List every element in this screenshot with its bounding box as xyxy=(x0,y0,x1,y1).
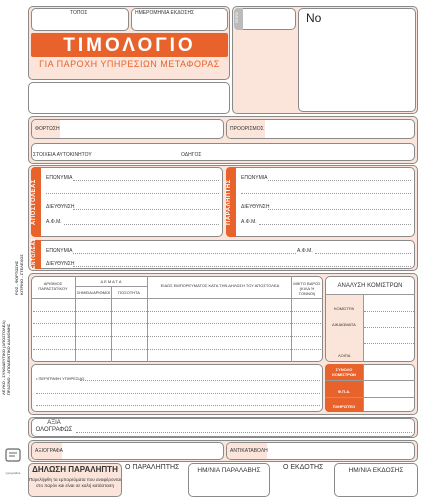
copy-pink-note: ΡΟΖ - ΦΟΡΤΩΣΗΣ xyxy=(14,260,19,295)
service-desc-line[interactable] xyxy=(36,393,320,394)
principal-afm-line[interactable] xyxy=(315,253,411,254)
total-fares-label: ΣΥΝΟΛΟ ΚΟΜΙΣΤΡΩΝ xyxy=(332,367,356,377)
fare-row-line[interactable] xyxy=(364,343,414,344)
issuer-signature-label: Ο ΕΚΔΟΤΗΣ xyxy=(283,464,324,471)
declaration-title: ΔΗΛΩΣΗ ΠΑΡΑΛΗΠΤΗ xyxy=(32,465,118,474)
series-label: ΣΕΙΡΑ xyxy=(234,12,239,24)
receiver-tab: ΠΑΡΑΛΗΠΤΗΣ xyxy=(226,167,236,237)
col-goods-header: ΕΙΔΟΣ ΕΜΠΟΡΕΥΜΑΤΟΣ ΚΑΤΑ ΤΗΝ ΔΗΛΩΣΗ ΤΟΥ ΑΠΟΣΤΟΛΕΑ xyxy=(160,283,280,288)
receiver-name-line[interactable] xyxy=(268,180,411,181)
fare-row-line[interactable] xyxy=(364,311,414,312)
fare-labels-col xyxy=(326,295,363,361)
table-row[interactable] xyxy=(33,349,321,350)
table-row[interactable] xyxy=(33,323,321,324)
fare-title: ΑΝΑΛΥΣΗ ΚΟΜΙΣΤΡΩΝ xyxy=(337,283,403,289)
principal-afm-label: Α.Φ.Μ. xyxy=(297,248,313,254)
destination-label: ΠΡΟΟΡΙΣΜΟΣ xyxy=(230,126,264,132)
principal-address-label: ΔΙΕΥΘΥΝΣΗ xyxy=(46,261,75,267)
sender-address-label: ΔΙΕΥΘΥΝΣΗ xyxy=(46,204,75,210)
fare-row-other: ΛΟΙΠΑ xyxy=(338,353,351,358)
logo-mark-icon xyxy=(2,446,24,466)
col-doc-number-header: ΑΡΙΘΜΟΣ ΠΑΡΑΣΤΑΤΙΚΟΥ xyxy=(38,281,68,291)
amount-words-field[interactable] xyxy=(31,418,415,437)
date-label: ΗΜΕΡΟΜΗΝΙΑ ΕΚΔΟΣΗΣ xyxy=(135,10,195,16)
service-desc-line[interactable] xyxy=(36,405,320,406)
service-desc-line[interactable] xyxy=(80,380,320,381)
principal-address-line[interactable] xyxy=(73,266,411,267)
copy-colors-note-1 xyxy=(1,195,11,395)
vehicle-label: ΣΤΟΙΧΕΙΑ ΑΥΤΟΚΙΝΗΤΟΥ xyxy=(33,152,92,158)
table-row[interactable] xyxy=(33,336,321,337)
copy-yellow-note: ΚΙΤΡΙΝΟ - ΣΤΕΛΕΧΟΣ xyxy=(19,254,24,295)
document-subtitle: ΓΙΑ ΠΑΡΟΧΗ ΥΠΗΡΕΣΙΩΝ ΜΕΤΑΦΟΡΑΣ xyxy=(39,59,220,69)
totals-divider xyxy=(363,364,364,412)
receiver-afm-label: Α.Φ.Μ. xyxy=(241,219,257,225)
receiver-address-line[interactable] xyxy=(268,209,411,210)
receiver-name-label: ΕΠΩΝΥΜΙΑ xyxy=(241,175,268,181)
origin-label: ΦΟΡΤΩΣΗ xyxy=(35,126,60,132)
amount-words-label-2: ΟΛΟΓΡΑΦΩΣ xyxy=(35,427,73,433)
fare-row-line[interactable] xyxy=(364,327,414,328)
receiver-name-line-2[interactable] xyxy=(241,193,411,194)
cod-label: ΑΝΤΙΚΑΤΑΒΟΛΗ xyxy=(230,448,268,454)
col-markings-header: ΣΗΜΕΙΑ/ΑΡΙΘΜΟΙ xyxy=(76,290,111,295)
copy-white-note: ΛΕΥΚΟ - ΣΥΝΟΔΕΥΤΙΚΟ (ΑΠΟΣΤΟΛΕΑ) xyxy=(1,320,6,395)
sender-name-line[interactable] xyxy=(73,180,219,181)
document-title: ΤΙΜΟΛΟΓΙΟ xyxy=(63,35,196,56)
receiver-afm-line[interactable] xyxy=(259,224,411,225)
receipt-date-label: ΗΜ/ΝΙΑ ΠΑΡΑΛΑΒΗΣ xyxy=(197,467,261,474)
table-row[interactable] xyxy=(33,311,321,312)
packages-divider xyxy=(75,286,147,287)
topos-label: ΤΟΠΟΣ xyxy=(70,10,88,16)
amount-words-line[interactable] xyxy=(76,432,412,433)
copy-colors-note-2 xyxy=(14,165,24,295)
driver-label: ΟΔΗΓΟΣ xyxy=(181,152,202,158)
issue-date-label: ΗΜ/ΝΙΑ ΕΚΔΟΣΗΣ xyxy=(348,467,404,474)
service-desc-label: • ΠΕΡΙΓΡΑΦΗ ΥΠΗΡΕΣΙΑΣ xyxy=(36,376,85,381)
sender-afm-line[interactable] xyxy=(64,224,219,225)
col-weight-header: ΜΙΚΤΟ ΒΑΡΟΣ (ΚΙΛΑ Ή ΤΟΝΝΟΙ) xyxy=(293,281,321,296)
value-label: ΑΞΙΟΓΡΑΦΑ xyxy=(35,448,63,454)
vat-label: Φ.Π.Α. xyxy=(337,389,351,394)
payable-label: ΠΛΗΡΩΤΕΟ xyxy=(332,404,356,409)
issuer-info-field[interactable] xyxy=(28,82,230,114)
declaration-text-1: Παρελήφθη τα εμπορεύματα που αναφέρονται xyxy=(28,477,122,482)
amount-words-label xyxy=(34,420,74,434)
fare-divider xyxy=(363,294,364,362)
receiver-address-label: ΔΙΕΥΘΥΝΣΗ xyxy=(241,204,270,210)
copy-green-note: ΠΡΑΣΙΝΟ - ΑΠΟΔΕΙΚΤΙΚΟ ΔΙΑΝΟΜΗΣ xyxy=(6,323,11,395)
series-field[interactable] xyxy=(234,8,296,30)
fare-row-fares: ΚΟΜΙΣΤΡΑ xyxy=(334,306,355,311)
typografica-logo xyxy=(2,446,24,476)
sender-name-line-2[interactable] xyxy=(46,193,219,194)
packages-header: Δ Ε Μ Α Τ Α xyxy=(100,279,122,284)
header-bottom-line xyxy=(31,298,323,299)
principal-name-label: ΕΠΩΝΥΜΙΑ xyxy=(46,248,73,254)
sender-name-label: ΕΠΩΝΥΜΙΑ xyxy=(46,175,73,181)
col-quantity-header: ΠΟΣΟΤΗΤΑ xyxy=(118,290,140,295)
declaration-text-2: στο παρόν και είναι σε καλή κατάσταση xyxy=(36,483,114,488)
principal-section xyxy=(31,240,415,269)
sender-address-line[interactable] xyxy=(73,209,219,210)
receiver-signature-label: Ο ΠΑΡΑΛΗΠΤΗΣ xyxy=(125,464,180,471)
totals-line-1 xyxy=(325,380,415,381)
logo-text: typografica xyxy=(5,471,21,475)
number-label: No xyxy=(306,11,322,25)
sender-afm-label: Α.Φ.Μ. xyxy=(46,219,62,225)
sender-tab: ΑΠΟΣΤΟΛΕΑΣ xyxy=(31,167,41,237)
fare-row-rights: ΔΙΚΑΙΩΜΑΤΑ xyxy=(332,322,356,327)
principal-name-line[interactable] xyxy=(73,253,296,254)
amount-words-label-1: ΑΞΙΑ xyxy=(47,420,61,426)
principal-tab: ΕΝΤΟΛΕΑΣ xyxy=(31,240,41,269)
totals-line-2 xyxy=(325,397,415,398)
